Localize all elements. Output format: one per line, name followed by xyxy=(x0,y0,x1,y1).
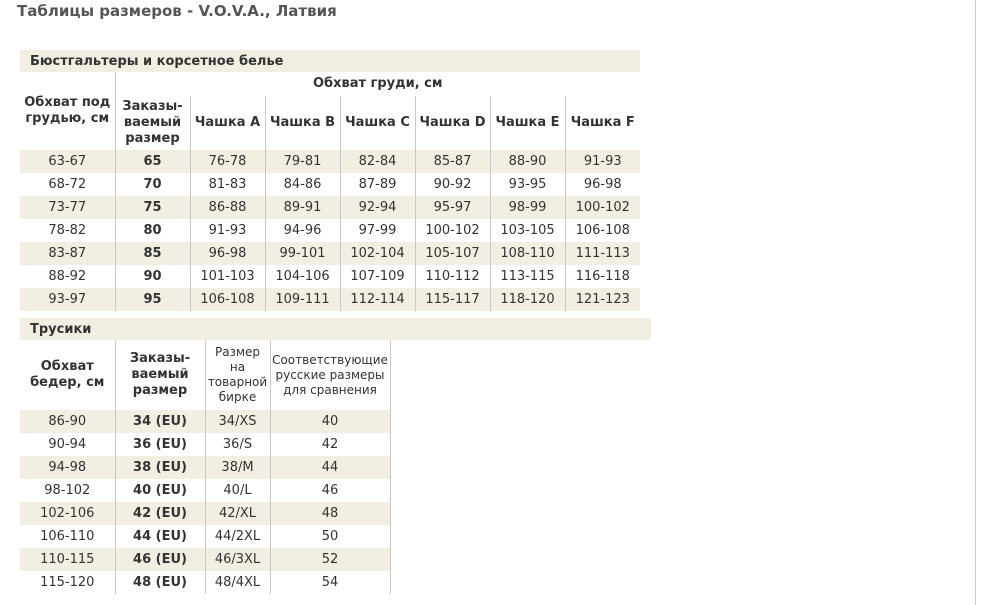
table-row xyxy=(20,548,651,571)
hips-header: Обхват бедер, см xyxy=(30,359,105,390)
underbust-cell: 93-97 xyxy=(48,292,87,307)
bust-cell: 79-81 xyxy=(265,150,340,173)
russian-size-cell: 42 xyxy=(270,433,390,456)
order-size-cell: 36 (EU) xyxy=(115,433,205,456)
table-row xyxy=(20,479,651,502)
bust-cell: 107-109 xyxy=(340,265,415,288)
order-size-cell: 42 (EU) xyxy=(115,502,205,525)
bust-cell: 115-117 xyxy=(415,288,490,311)
cup-header: Чашка F xyxy=(565,96,640,150)
bust-cell: 104-106 xyxy=(265,265,340,288)
table-row xyxy=(20,265,640,288)
hips-cell: 110-115 xyxy=(40,552,95,567)
row-filler xyxy=(390,525,651,548)
table-row xyxy=(20,433,651,456)
hips-cell: 86-90 xyxy=(48,414,87,429)
order-size-cell: 46 (EU) xyxy=(115,548,205,571)
bust-cell: 102-104 xyxy=(340,242,415,265)
bust-cell: 108-110 xyxy=(490,242,565,265)
bust-cell: 100-102 xyxy=(415,219,490,242)
bust-cell: 111-113 xyxy=(565,242,640,265)
bust-cell: 84-86 xyxy=(265,173,340,196)
table-row xyxy=(20,456,651,479)
row-filler xyxy=(390,410,651,433)
tag-size-cell: 36/S xyxy=(205,433,270,456)
bust-cell: 85-87 xyxy=(415,150,490,173)
table-row xyxy=(20,173,640,196)
russian-size-cell: 52 xyxy=(270,548,390,571)
table-row xyxy=(20,219,640,242)
order-size-cell: 90 xyxy=(115,265,190,288)
bust-cell: 89-91 xyxy=(265,196,340,219)
panties-order-size-header: Заказы-ваемый размер xyxy=(115,340,205,410)
order-size-cell: 85 xyxy=(115,242,190,265)
tag-size-cell: 42/XL xyxy=(205,502,270,525)
hips-cell: 115-120 xyxy=(40,575,95,590)
order-size-cell: 65 xyxy=(115,150,190,173)
table-row xyxy=(20,525,651,548)
bust-cell: 121-123 xyxy=(565,288,640,311)
row-filler xyxy=(390,479,651,502)
bust-cell: 86-88 xyxy=(190,196,265,219)
russian-size-cell: 46 xyxy=(270,479,390,502)
bust-cell: 113-115 xyxy=(490,265,565,288)
order-size-cell: 44 (EU) xyxy=(115,525,205,548)
bra-section-title: Бюстгальтеры и корсетное белье xyxy=(20,50,640,72)
russian-size-cell: 40 xyxy=(270,410,390,433)
tag-size-cell: 38/M xyxy=(205,456,270,479)
bust-cell: 101-103 xyxy=(190,265,265,288)
bust-cell: 106-108 xyxy=(190,288,265,311)
order-size-cell: 70 xyxy=(115,173,190,196)
bust-cell: 118-120 xyxy=(490,288,565,311)
bust-cell: 91-93 xyxy=(190,219,265,242)
bust-cell: 112-114 xyxy=(340,288,415,311)
page-title: Таблицы размеров - V.O.V.A., Латвия xyxy=(17,2,337,20)
cup-header: Чашка A xyxy=(190,96,265,150)
russian-size-cell: 44 xyxy=(270,456,390,479)
hips-cell: 94-98 xyxy=(48,460,87,475)
row-filler xyxy=(390,571,651,594)
hips-cell: 102-106 xyxy=(40,506,95,521)
cup-header: Чашка D xyxy=(415,96,490,150)
hips-cell: 90-94 xyxy=(48,437,87,452)
table-row xyxy=(20,288,640,311)
hips-cell: 106-110 xyxy=(40,529,95,544)
bust-cell: 76-78 xyxy=(190,150,265,173)
underbust-header: Обхват под грудью, см xyxy=(24,95,111,126)
bust-cell: 93-95 xyxy=(490,173,565,196)
bust-cell: 96-98 xyxy=(565,173,640,196)
russian-size-cell: 50 xyxy=(270,525,390,548)
bust-cell: 90-92 xyxy=(415,173,490,196)
table-row xyxy=(20,410,651,433)
bust-cell: 110-112 xyxy=(415,265,490,288)
bust-cell: 103-105 xyxy=(490,219,565,242)
tag-size-cell: 34/XS xyxy=(205,410,270,433)
bust-cell: 88-90 xyxy=(490,150,565,173)
bust-cell: 105-107 xyxy=(415,242,490,265)
tag-size-cell: 40/L xyxy=(205,479,270,502)
bust-header: Обхват груди, см xyxy=(115,72,640,96)
cup-header: Чашка B xyxy=(265,96,340,150)
underbust-cell: 73-77 xyxy=(48,200,87,215)
panties-section-title: Трусики xyxy=(20,318,651,340)
order-size-cell: 95 xyxy=(115,288,190,311)
russian-size-header: Соответствующие русские размеры для сравнения xyxy=(270,340,390,410)
tag-size-cell: 48/4XL xyxy=(205,571,270,594)
table-row xyxy=(20,196,640,219)
tag-size-header: Размер на товарной бирке xyxy=(205,340,270,410)
table-row xyxy=(20,242,640,265)
bust-cell: 106-108 xyxy=(565,219,640,242)
bust-cell: 91-93 xyxy=(565,150,640,173)
row-filler xyxy=(390,456,651,479)
table-row xyxy=(20,571,651,594)
table-row xyxy=(20,150,640,173)
tag-size-cell: 44/2XL xyxy=(205,525,270,548)
order-size-cell: 34 (EU) xyxy=(115,410,205,433)
bust-cell: 98-99 xyxy=(490,196,565,219)
bust-cell: 116-118 xyxy=(565,265,640,288)
underbust-cell: 83-87 xyxy=(48,246,87,261)
russian-size-cell: 48 xyxy=(270,502,390,525)
underbust-cell: 68-72 xyxy=(48,177,87,192)
order-size-cell: 80 xyxy=(115,219,190,242)
bust-cell: 96-98 xyxy=(190,242,265,265)
panties-size-table xyxy=(20,318,651,594)
order-size-cell: 40 (EU) xyxy=(115,479,205,502)
bra-size-table xyxy=(20,50,640,311)
order-size-cell: 38 (EU) xyxy=(115,456,205,479)
underbust-cell: 88-92 xyxy=(48,269,87,284)
table-row xyxy=(20,502,651,525)
hips-cell: 98-102 xyxy=(44,483,91,498)
underbust-cell: 78-82 xyxy=(48,223,87,238)
row-filler xyxy=(390,502,651,525)
bust-cell: 109-111 xyxy=(265,288,340,311)
bust-cell: 82-84 xyxy=(340,150,415,173)
tag-size-cell: 46/3XL xyxy=(205,548,270,571)
row-filler xyxy=(390,548,651,571)
order-size-cell: 48 (EU) xyxy=(115,571,205,594)
bust-cell: 100-102 xyxy=(565,196,640,219)
bust-cell: 81-83 xyxy=(190,173,265,196)
bust-cell: 94-96 xyxy=(265,219,340,242)
cup-header: Чашка C xyxy=(340,96,415,150)
page-edge-divider xyxy=(975,0,976,605)
bust-cell: 92-94 xyxy=(340,196,415,219)
order-size-cell: 75 xyxy=(115,196,190,219)
bust-cell: 97-99 xyxy=(340,219,415,242)
bust-cell: 99-101 xyxy=(265,242,340,265)
cup-header: Чашка E xyxy=(490,96,565,150)
order-size-header: Заказы-ваемый размер xyxy=(115,96,190,150)
header-filler xyxy=(390,340,651,410)
row-filler xyxy=(390,433,651,456)
russian-size-cell: 54 xyxy=(270,571,390,594)
bust-cell: 87-89 xyxy=(340,173,415,196)
bust-cell: 95-97 xyxy=(415,196,490,219)
underbust-cell: 63-67 xyxy=(48,154,87,169)
